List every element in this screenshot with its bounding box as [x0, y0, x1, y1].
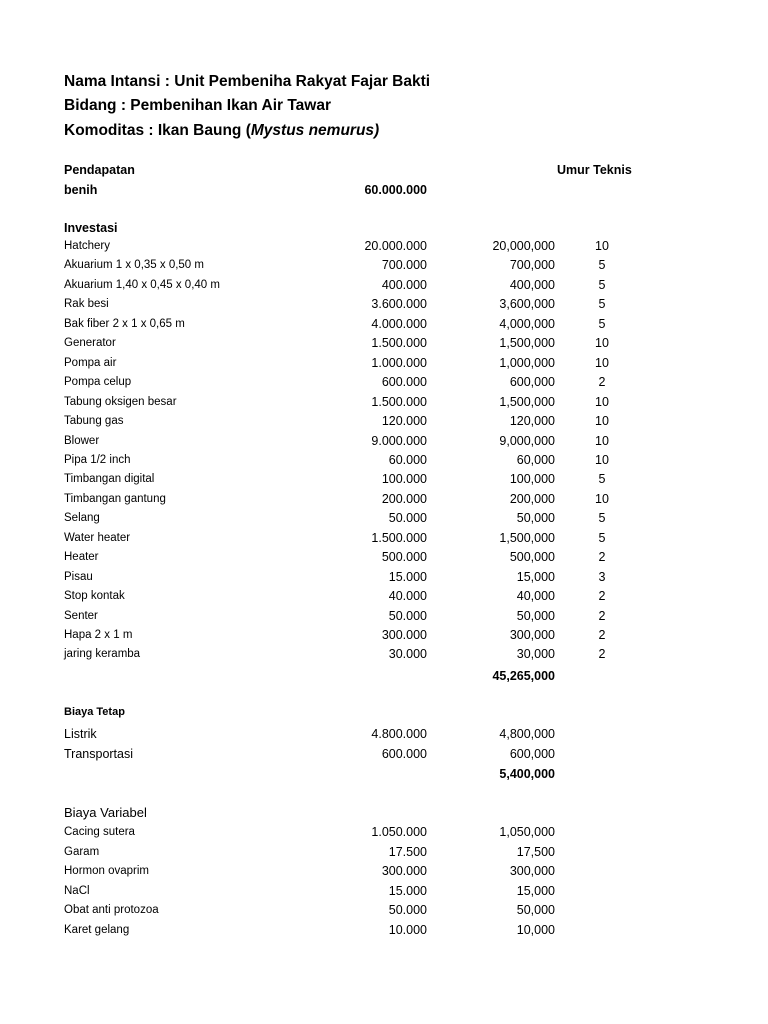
investasi-item-label: Selang [64, 512, 100, 525]
investasi-item-value: 3.600.000 [371, 297, 427, 312]
investasi-item-amount: 20,000,000 [492, 239, 555, 253]
biaya-variabel-item-amount: 50,000 [516, 903, 555, 917]
investasi-item-label: Tabung oksigen besar [64, 395, 177, 408]
investasi-item-umur: 5 [598, 277, 606, 292]
investasi-item-value: 600.000 [381, 375, 427, 390]
investasi-item-label: Bak fiber 2 x 1 x 0,65 m [64, 317, 185, 330]
investasi-item-amount: 200,000 [509, 491, 555, 506]
biaya-tetap-total: 5,400,000 [499, 767, 555, 781]
investasi-item-amount: 1,500,000 [499, 336, 555, 351]
biaya-tetap-item-value: 600.000 [381, 747, 427, 761]
investasi-item-umur: 2 [598, 589, 606, 604]
investasi-item-value: 500.000 [381, 550, 427, 565]
investasi-item-umur: 5 [598, 530, 606, 545]
investasi-item-label: Pisau [64, 570, 93, 583]
biaya-tetap-item-label: Listrik [64, 727, 97, 741]
komoditas-species: Mystus nemurus) [250, 122, 380, 139]
biaya-tetap-item-label: Transportasi [64, 747, 134, 761]
investasi-item-value: 60.000 [388, 452, 427, 467]
investasi-item-label: Hatchery [64, 240, 111, 252]
investasi-item-umur: 2 [598, 550, 606, 565]
biaya-tetap-title: Biaya Tetap [64, 706, 125, 718]
investasi-item-value: 1.500.000 [371, 394, 427, 409]
investasi-item-umur: 5 [598, 472, 606, 487]
biaya-variabel-item-label: Hormon ovaprim [64, 865, 149, 877]
investasi-item-amount: 600,000 [509, 375, 555, 390]
biaya-variabel-item-amount: 17,500 [516, 844, 555, 859]
biaya-tetap-item-amount: 4,800,000 [499, 727, 555, 741]
investasi-item-umur: 5 [598, 258, 606, 273]
investasi-title: Investasi [64, 221, 118, 235]
investasi-item-umur: 3 [598, 569, 606, 584]
investasi-item-label: Stop kontak [64, 590, 125, 603]
investasi-item-label: Senter [64, 609, 98, 622]
investasi-item-value: 15.000 [388, 569, 427, 584]
biaya-tetap-item-value: 4.800.000 [371, 727, 427, 741]
investasi-item-label: Heater [64, 551, 99, 564]
investasi-item-label: Pompa air [64, 356, 117, 369]
investasi-item-amount: 60,000 [516, 452, 555, 467]
bidang-heading: Bidang : Pembenihan Ikan Air Tawar [64, 97, 331, 114]
investasi-item-label: Hapa 2 x 1 m [64, 629, 133, 641]
investasi-item-amount: 700,000 [509, 258, 555, 273]
investasi-item-umur: 2 [598, 628, 606, 642]
investasi-item-value: 1.500.000 [371, 336, 427, 351]
investasi-item-umur: 2 [598, 608, 606, 623]
biaya-variabel-item-label: Garam [64, 845, 100, 858]
investasi-item-amount: 30,000 [516, 647, 555, 662]
investasi-item-value: 200.000 [381, 491, 427, 506]
biaya-variabel-item-amount: 15,000 [516, 883, 555, 898]
investasi-item-umur: 2 [598, 647, 606, 662]
biaya-variabel-item-amount: 300,000 [509, 864, 555, 878]
investasi-item-value: 20.000.000 [364, 239, 427, 253]
pendapatan-title: Pendapatan [64, 163, 135, 177]
investasi-item-umur: 5 [598, 511, 606, 526]
biaya-tetap-item-amount: 600,000 [509, 747, 555, 761]
investasi-item-umur: 10 [595, 491, 609, 506]
investasi-item-value: 9.000.000 [371, 433, 427, 448]
investasi-item-umur: 10 [595, 336, 609, 351]
biaya-variabel-title: Biaya Variabel [64, 805, 147, 820]
nama-intansi-heading: Nama Intansi : Unit Pembeniha Rakyat Fajar Bakti [64, 73, 431, 90]
investasi-item-amount: 50,000 [516, 511, 555, 526]
investasi-item-umur: 10 [595, 394, 609, 409]
biaya-variabel-item-value: 50.000 [388, 903, 427, 917]
investasi-item-umur: 5 [598, 297, 606, 312]
investasi-item-label: Pompa celup [64, 376, 132, 389]
benih-value: 60.000.000 [364, 183, 427, 197]
investasi-item-amount: 1,500,000 [499, 394, 555, 409]
investasi-item-label: Generator [64, 337, 116, 350]
investasi-item-label: Pipa 1/2 inch [64, 453, 131, 466]
investasi-item-amount: 50,000 [516, 608, 555, 623]
investasi-item-label: Akuarium 1,40 x 0,45 x 0,40 m [64, 278, 220, 291]
investasi-item-amount: 300,000 [509, 628, 555, 642]
investasi-item-value: 30.000 [388, 647, 427, 662]
biaya-variabel-item-value: 10.000 [388, 922, 427, 937]
komoditas-prefix: Komoditas : Ikan Baung ( [64, 122, 251, 139]
investasi-item-label: Tabung gas [64, 415, 124, 428]
benih-label: benih [64, 183, 98, 197]
biaya-variabel-item-value: 17.500 [388, 844, 427, 859]
investasi-item-value: 1.000.000 [371, 355, 427, 370]
investasi-item-label: jaring keramba [64, 648, 141, 661]
investasi-item-umur: 10 [595, 433, 609, 448]
investasi-item-value: 50.000 [388, 511, 427, 526]
investasi-item-label: Akuarium 1 x 0,35 x 0,50 m [64, 259, 204, 272]
investasi-item-value: 700.000 [381, 258, 427, 273]
investasi-item-label: Rak besi [64, 298, 109, 311]
investasi-item-value: 300.000 [381, 628, 427, 642]
investasi-item-label: Timbangan gantung [64, 492, 166, 505]
biaya-variabel-item-value: 300.000 [381, 864, 427, 878]
biaya-variabel-item-label: Obat anti protozoa [64, 904, 159, 916]
biaya-variabel-item-label: NaCl [64, 884, 90, 897]
investasi-item-amount: 1,500,000 [499, 530, 555, 545]
investasi-item-amount: 9,000,000 [499, 433, 555, 448]
investasi-item-umur: 2 [598, 375, 606, 390]
biaya-variabel-item-value: 1.050.000 [371, 825, 427, 839]
investasi-item-amount: 100,000 [509, 472, 555, 487]
investasi-item-label: Water heater [64, 531, 131, 544]
biaya-variabel-item-label: Karet gelang [64, 923, 130, 936]
investasi-item-amount: 500,000 [509, 550, 555, 565]
investasi-item-value: 100.000 [381, 472, 427, 487]
investasi-item-value: 4.000.000 [371, 316, 427, 331]
biaya-variabel-item-amount: 10,000 [516, 922, 555, 937]
investasi-item-value: 1.500.000 [371, 530, 427, 545]
investasi-total: 45,265,000 [492, 669, 555, 683]
investasi-item-amount: 120,000 [509, 414, 555, 429]
investasi-item-label: Blower [64, 434, 100, 447]
investasi-item-label: Timbangan digital [64, 473, 155, 486]
investasi-item-umur: 10 [595, 239, 609, 253]
investasi-item-value: 400.000 [381, 277, 427, 292]
investasi-item-value: 120.000 [381, 414, 427, 429]
komoditas-heading [64, 121, 379, 141]
investasi-item-amount: 3,600,000 [499, 297, 555, 312]
investasi-item-amount: 400,000 [509, 277, 555, 292]
umur-teknis-header: Umur Teknis [557, 163, 632, 177]
investasi-item-value: 50.000 [388, 608, 427, 623]
investasi-item-umur: 5 [598, 316, 606, 331]
investasi-item-amount: 15,000 [516, 569, 555, 584]
biaya-variabel-item-label: Cacing sutera [64, 826, 135, 838]
investasi-item-amount: 1,000,000 [499, 355, 555, 370]
biaya-variabel-item-amount: 1,050,000 [499, 825, 555, 839]
investasi-item-umur: 10 [595, 452, 609, 467]
investasi-item-umur: 10 [595, 414, 609, 429]
investasi-item-value: 40.000 [388, 589, 427, 604]
investasi-item-amount: 40,000 [516, 589, 555, 604]
biaya-variabel-item-value: 15.000 [388, 883, 427, 898]
investasi-item-amount: 4,000,000 [499, 316, 555, 331]
investasi-item-umur: 10 [595, 355, 609, 370]
